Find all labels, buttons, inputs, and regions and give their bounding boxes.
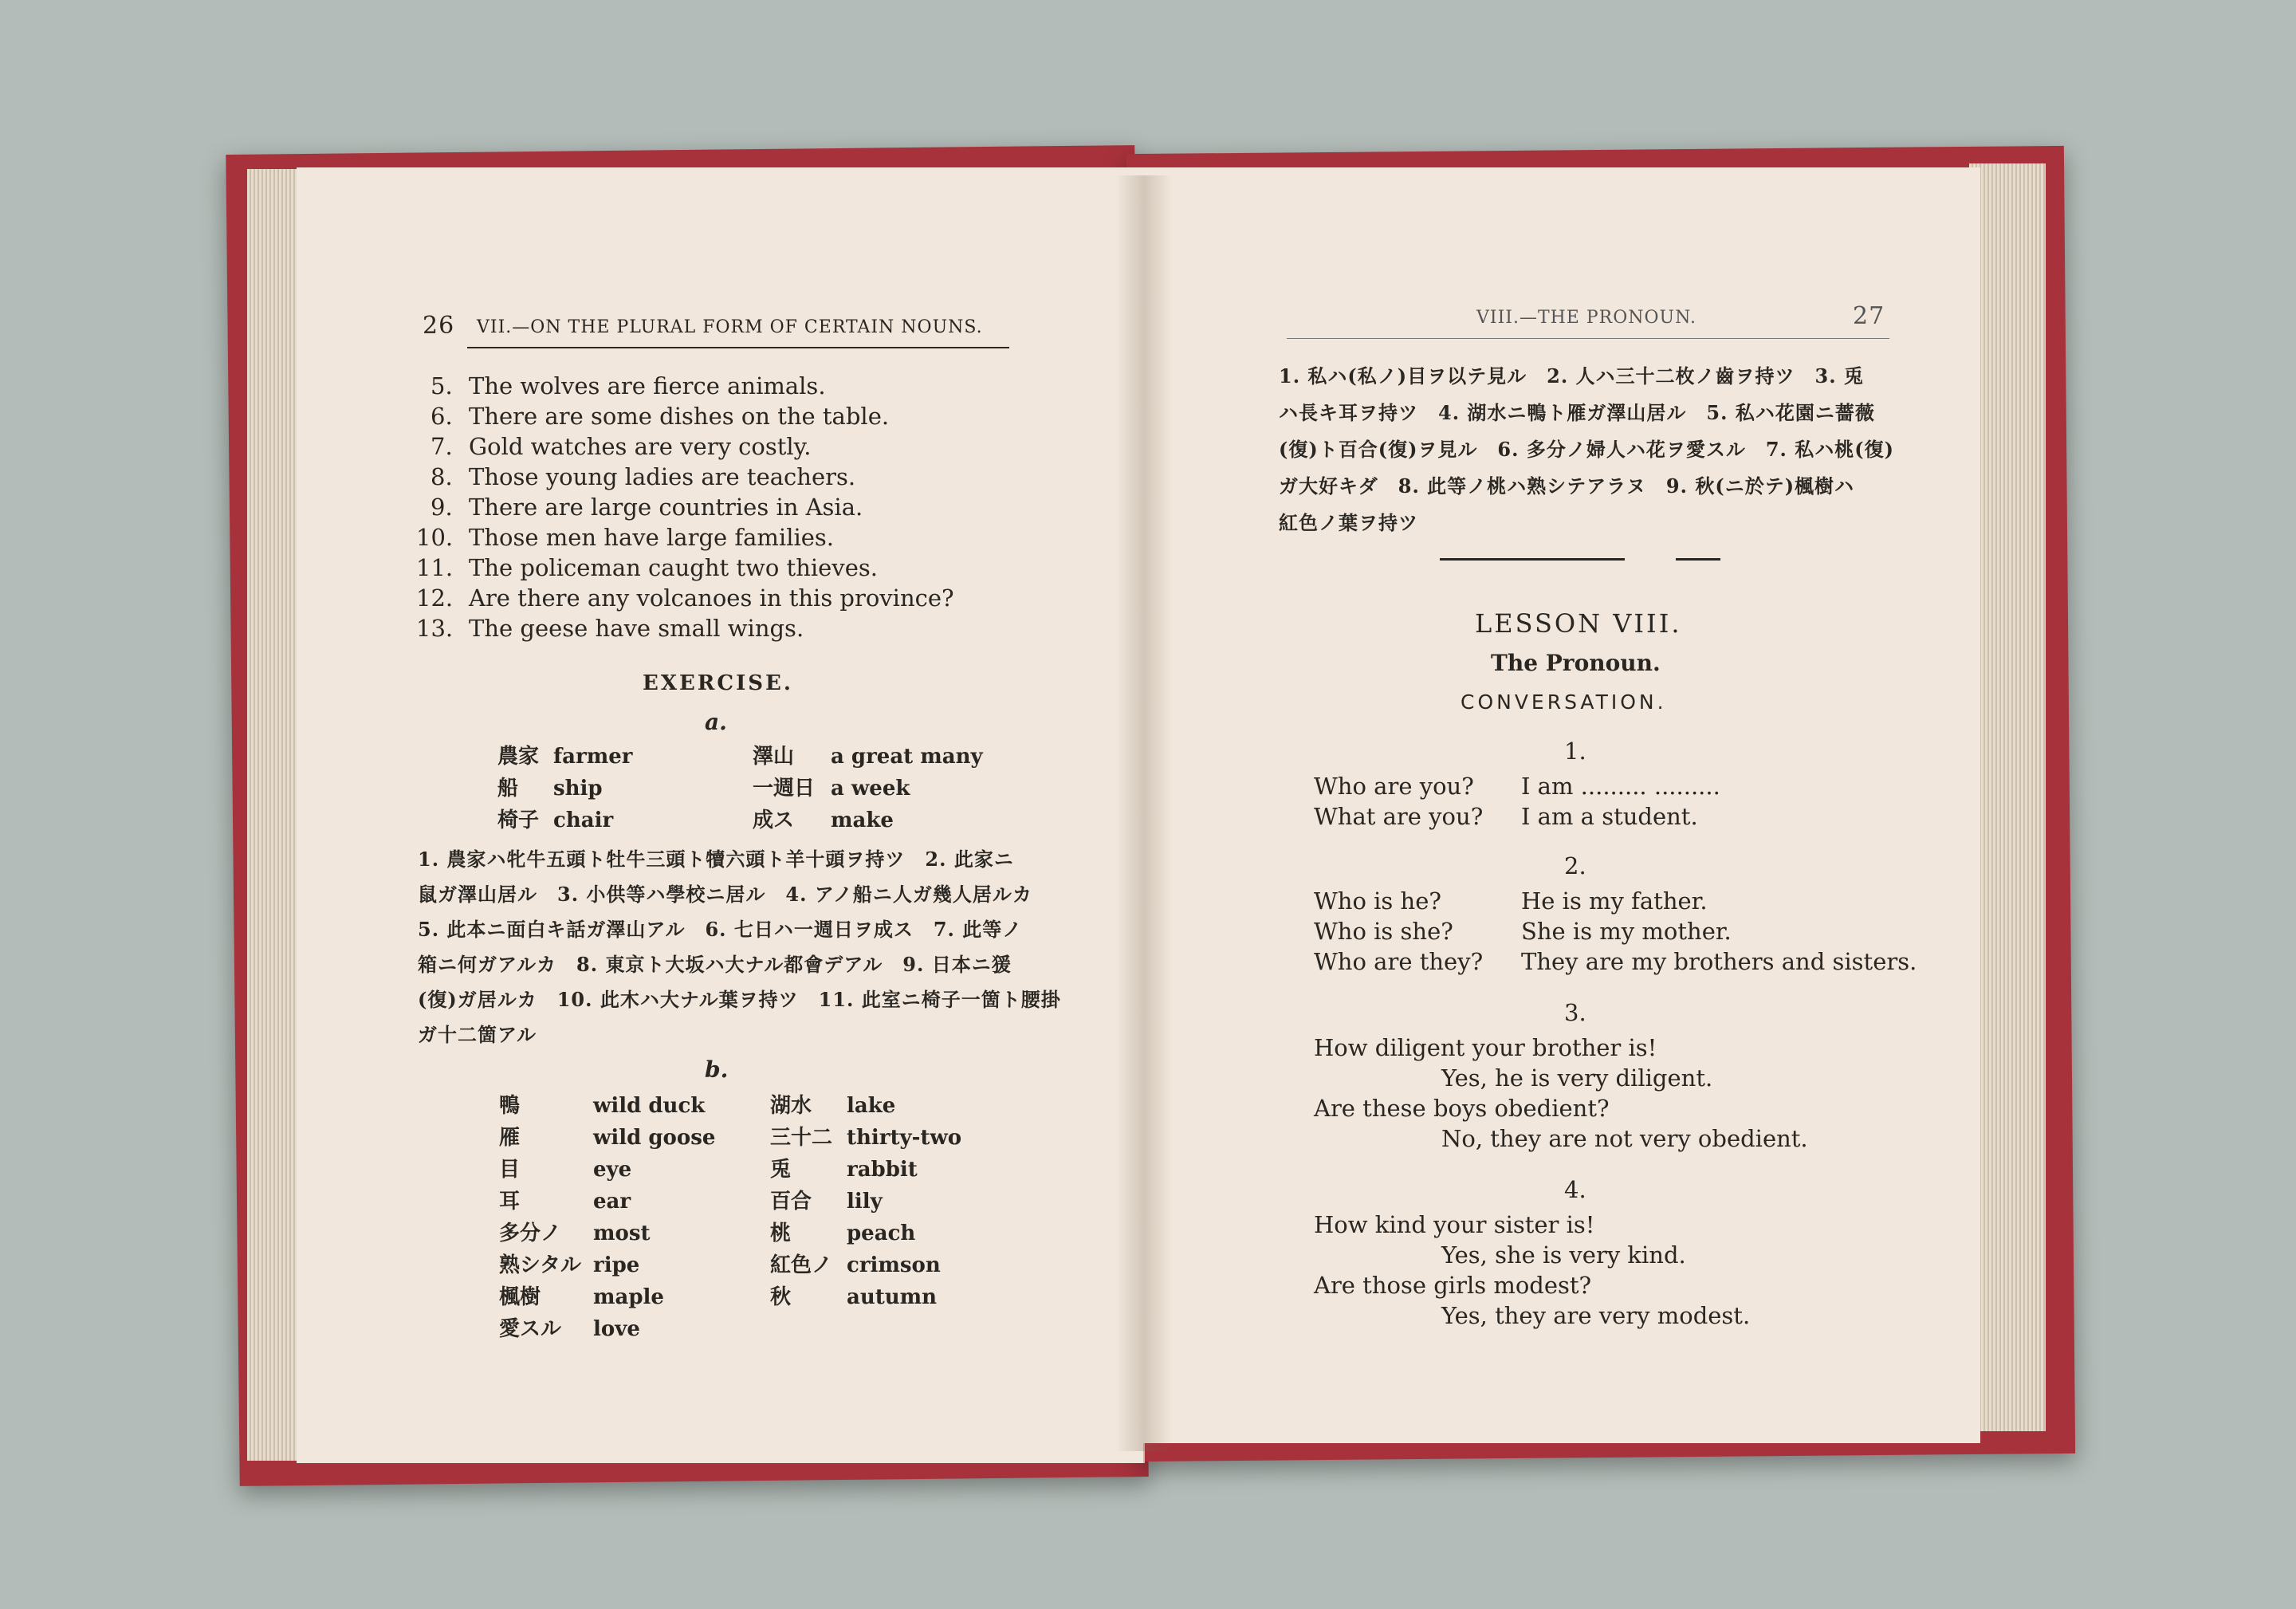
sentence-number: 5. — [431, 372, 453, 399]
vocab-en: crimson — [847, 1253, 941, 1277]
dialogue-line: How diligent your brother is! — [1314, 1034, 1657, 1061]
vocab-jp: 澤山 — [753, 745, 795, 769]
sentence-text: Are there any volcanoes in this province? — [469, 584, 954, 612]
question: Who is he? — [1314, 887, 1441, 915]
sentence-text: There are large countries in Asia. — [469, 494, 863, 521]
dialogue-line: Are these boys obedient? — [1314, 1095, 1610, 1122]
dialogue-line: Are those girls modest? — [1314, 1272, 1592, 1299]
answer: I am a student. — [1521, 803, 1698, 830]
sentence-text: Those young ladies are teachers. — [469, 463, 856, 490]
japanese-line: 紅色ノ葉ヲ持ツ — [1279, 511, 1418, 534]
japanese-line: 箱ニ何ガアルカ 8. 東京ト大坂ハ大ナル都會デアル 9. 日本ニ猨 — [418, 953, 1012, 976]
page-number: 26 — [423, 312, 455, 340]
japanese-line: 1. 私ハ(私ノ)目ヲ以テ見ル 2. 人ハ三十二枚ノ齒ヲ持ツ 3. 兎 — [1279, 364, 1864, 387]
vocab-jp: 兎 — [770, 1158, 792, 1182]
vocab-en: ship — [553, 777, 603, 801]
japanese-line: ハ長キ耳ヲ持ツ 4. 湖水ニ鴨ト雁ガ澤山居ル 5. 私ハ花園ニ薔薇 — [1279, 401, 1875, 424]
dialogue-line: How kind your sister is! — [1314, 1211, 1595, 1238]
header-rule — [1287, 338, 1889, 339]
vocab-en: ripe — [593, 1253, 640, 1277]
vocab-en: peach — [847, 1222, 916, 1245]
answer: I am ......... ......... — [1521, 773, 1720, 800]
vocab-jp: 雁 — [499, 1126, 521, 1150]
part-number: 4. — [1564, 1176, 1586, 1203]
vocab-jp: 椅子 — [497, 808, 540, 832]
page-number: 27 — [1853, 302, 1885, 330]
sentence-text: Gold watches are very costly. — [469, 433, 812, 460]
japanese-line: ガ十二箇アル — [418, 1023, 537, 1046]
vocab-jp: 多分ノ — [499, 1222, 562, 1245]
vocab-jp: 成ス — [753, 808, 795, 832]
header-rule — [467, 347, 1009, 348]
sentence-number: 12. — [416, 584, 454, 612]
sentence-number: 9. — [431, 494, 453, 521]
sentence-number: 7. — [431, 433, 453, 460]
conversation-heading: CONVERSATION. — [1461, 690, 1667, 714]
vocab-en: ear — [593, 1190, 631, 1214]
answer: He is my father. — [1521, 887, 1708, 915]
vocab-jp: 目 — [499, 1158, 521, 1182]
running-head: VIII.—THE PRONOUN. — [1476, 308, 1696, 328]
sentence-number: 13. — [416, 615, 454, 642]
vocab-jp: 三十二 — [770, 1126, 833, 1150]
sentence-text: The wolves are fierce animals. — [469, 372, 826, 399]
vocab-en: thirty-two — [847, 1126, 962, 1150]
question: Who is she? — [1314, 918, 1453, 945]
section-a-label: a. — [705, 709, 727, 735]
answer: She is my mother. — [1521, 918, 1732, 945]
section-b-label: b. — [705, 1056, 729, 1083]
dialogue-line: Yes, they are very modest. — [1441, 1302, 1751, 1329]
sentence-number: 11. — [416, 554, 454, 581]
vocab-jp: 船 — [497, 777, 519, 801]
vocab-jp: 愛スル — [499, 1317, 562, 1341]
section-rule-short — [1676, 558, 1720, 561]
question: What are you? — [1314, 803, 1484, 830]
vocab-en: a great many — [831, 745, 983, 769]
vocab-en: eye — [593, 1158, 632, 1182]
dialogue-line: Yes, he is very diligent. — [1441, 1064, 1713, 1092]
vocab-jp: 一週日 — [753, 777, 816, 801]
dialogue-line: No, they are not very obedient. — [1441, 1125, 1808, 1152]
vocab-en: love — [593, 1317, 640, 1341]
answer: They are my brothers and sisters. — [1521, 948, 1917, 975]
vocab-jp: 鴨 — [499, 1094, 521, 1118]
vocab-jp: 農家 — [497, 745, 540, 769]
vocab-en: lily — [847, 1190, 883, 1214]
vocab-en: farmer — [553, 745, 633, 769]
vocab-en: most — [593, 1222, 651, 1245]
japanese-line: 1. 農家ハ牝牛五頭ト牡牛三頭ト犢六頭ト羊十頭ヲ持ツ 2. 此家ニ — [418, 848, 1014, 871]
sentence-text: The geese have small wings. — [469, 615, 804, 642]
sentence-text: The policeman caught two thieves. — [469, 554, 878, 581]
sentence-text: There are some dishes on the table. — [469, 403, 890, 430]
vocab-jp: 湖水 — [770, 1094, 812, 1118]
sentence-text: Those men have large families. — [469, 524, 835, 551]
vocab-jp: 秋 — [770, 1285, 792, 1309]
vocab-jp: 桃 — [770, 1222, 792, 1245]
vocab-en: wild duck — [593, 1094, 706, 1118]
vocab-jp: 楓樹 — [499, 1285, 541, 1309]
japanese-line: (復)ト百合(復)ヲ見ル 6. 多分ノ婦人ハ花ヲ愛スル 7. 私ハ桃(復) — [1279, 438, 1894, 461]
question: Who are you? — [1314, 773, 1474, 800]
section-rule — [1440, 558, 1625, 561]
vocab-en: chair — [553, 808, 614, 832]
vocab-en: maple — [593, 1285, 664, 1309]
lesson-subtitle: The Pronoun. — [1491, 650, 1661, 676]
dialogue-line: Yes, she is very kind. — [1441, 1241, 1686, 1269]
vocab-jp: 熟シタル — [499, 1253, 581, 1277]
vocab-en: lake — [847, 1094, 896, 1118]
vocab-en: make — [831, 808, 894, 832]
running-head: VII.—ON THE PLURAL FORM OF CERTAIN NOUNS. — [477, 317, 983, 337]
lesson-title: LESSON VIII. — [1475, 608, 1682, 639]
exercise-heading: EXERCISE. — [643, 671, 793, 695]
vocab-en: autumn — [847, 1285, 938, 1309]
japanese-line: ガ大好キダ 8. 此等ノ桃ハ熟シテアラヌ 9. 秋(ニ於テ)楓樹ハ — [1279, 474, 1855, 498]
sentence-number: 6. — [431, 403, 453, 430]
vocab-jp: 耳 — [499, 1190, 521, 1214]
japanese-line: 5. 此本ニ面白キ話ガ澤山アル 6. 七日ハ一週日ヲ成ス 7. 此等ノ — [418, 918, 1023, 941]
vocab-jp: 紅色ノ — [770, 1253, 833, 1277]
japanese-line: (復)ガ居ルカ 10. 此木ハ大ナル葉ヲ持ツ 11. 此室ニ椅子一箇ト腰掛 — [418, 988, 1061, 1011]
right-page — [1143, 167, 1980, 1443]
vocab-en: a week — [831, 777, 910, 801]
japanese-line: 鼠ガ澤山居ル 3. 小供等ハ學校ニ居ル 4. アノ船ニ人ガ幾人居ルカ — [418, 883, 1032, 906]
part-number: 1. — [1564, 738, 1586, 765]
right-page-edges — [1969, 163, 2046, 1431]
sentence-number: 8. — [431, 463, 453, 490]
part-number: 3. — [1564, 999, 1586, 1026]
sentence-number: 10. — [416, 524, 454, 551]
gutter-shadow — [1116, 175, 1172, 1451]
vocab-jp: 百合 — [770, 1190, 812, 1214]
vocab-en: wild goose — [593, 1126, 716, 1150]
part-number: 2. — [1564, 852, 1586, 879]
question: Who are they? — [1314, 948, 1484, 975]
left-page — [297, 167, 1145, 1463]
vocab-en: rabbit — [847, 1158, 918, 1182]
